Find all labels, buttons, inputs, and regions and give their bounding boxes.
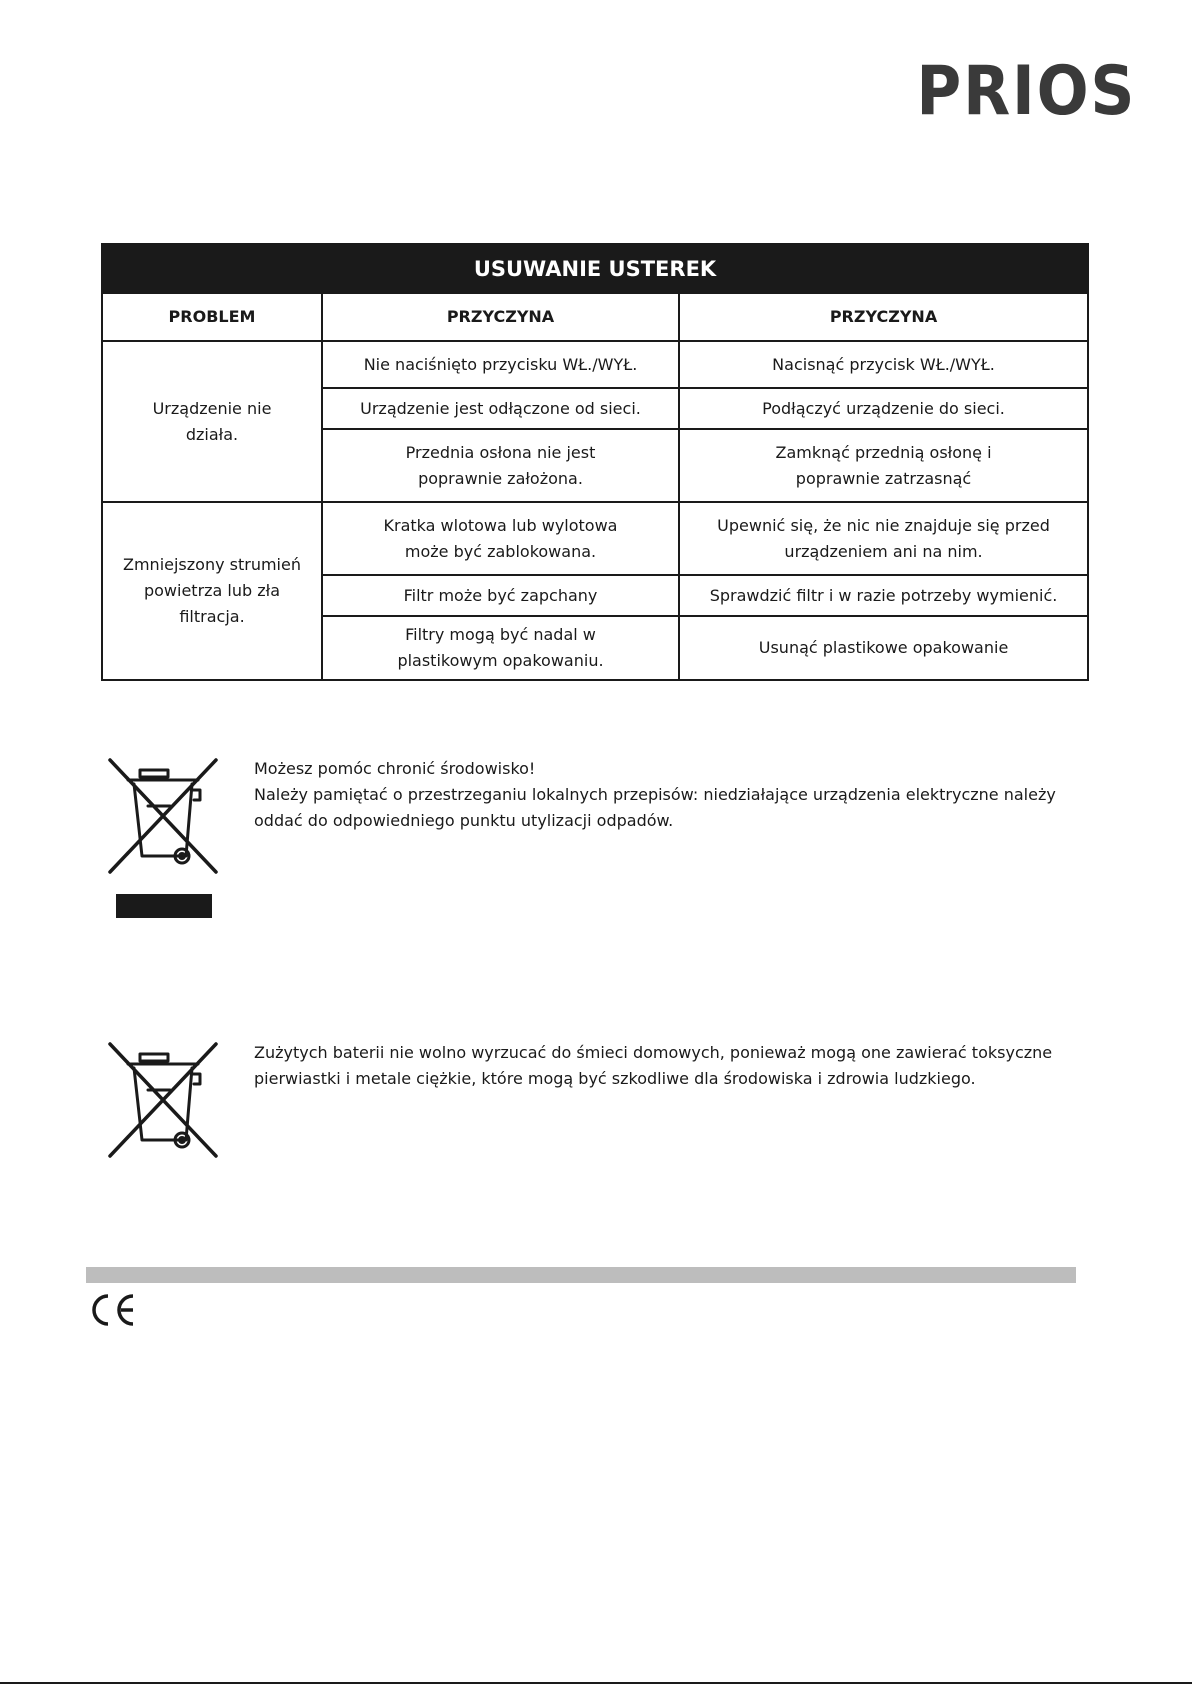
section-divider — [86, 1267, 1076, 1283]
table-row — [102, 502, 1088, 575]
cause-cell: Kratka wlotowa lub wylotowa może być zablokowana. — [322, 502, 679, 575]
ce-mark-icon — [88, 1292, 138, 1328]
header-cause: PRZYCZYNA — [322, 293, 679, 341]
solution-cell: Usunąć plastikowe opakowanie — [679, 616, 1088, 680]
battery-notice: Zużytych baterii nie wolno wyrzucać do śmieci domowych, ponieważ mogą one zawierać toksyczne pierwiastki i metale ciężkie, które mogą być szkodliwe dla środowiska i zdrowia ludzkiego. — [254, 1043, 1053, 1088]
cause-cell: Przednia osłona nie jest poprawnie założona. — [322, 429, 679, 502]
table-row — [102, 341, 1088, 388]
crossed-out-wheelie-bin-icon — [104, 756, 224, 922]
cause-cell: Nie naciśnięto przycisku WŁ./WYŁ. — [322, 341, 679, 388]
header-problem: PROBLEM — [102, 293, 322, 341]
solution-cell: Podłączyć urządzenie do sieci. — [679, 388, 1088, 429]
cause-cell: Urządzenie jest odłączone od sieci. — [322, 388, 679, 429]
problem-cell — [102, 341, 322, 502]
table-title: USUWANIE USTEREK — [102, 244, 1088, 293]
solution-cell: Sprawdzić filtr i w razie potrzeby wymienić. — [679, 575, 1088, 616]
solution-cell: Nacisnąć przycisk WŁ./WYŁ. — [679, 341, 1088, 388]
weee-heading: Możesz pomóc chronić środowisko! — [254, 759, 536, 778]
problem-text: Urządzenie nie działa. — [152, 398, 272, 444]
cause-cell: Filtr może być zapchany — [322, 575, 679, 616]
header-solution: PRZYCZYNA — [679, 293, 1088, 341]
problem-cell — [102, 502, 322, 680]
crossed-out-wheelie-bin-icon — [104, 1040, 224, 1162]
page-bottom-rule — [0, 1682, 1192, 1684]
solution-cell: Upewnić się, że nic nie znajduje się przed urządzeniem ani na nim. — [679, 502, 1088, 575]
problem-text: Zmniejszony strumień powietrza lub zła filtracja. — [123, 555, 301, 626]
solution-cell: Zamknąć przednią osłonę i poprawnie zatrzasnąć — [679, 429, 1088, 502]
brand-logo: PRIOS — [916, 52, 1136, 131]
cause-cell: Filtry mogą być nadal w plastikowym opakowaniu. — [322, 616, 679, 680]
weee-notice — [254, 756, 1074, 834]
troubleshooting-table — [101, 243, 1089, 681]
weee-body: Należy pamiętać o przestrzeganiu lokalnych przepisów: niedziałające urządzenia elektryczne należy oddać do odpowiedniego punktu utylizacji odpadów. — [254, 785, 1056, 830]
